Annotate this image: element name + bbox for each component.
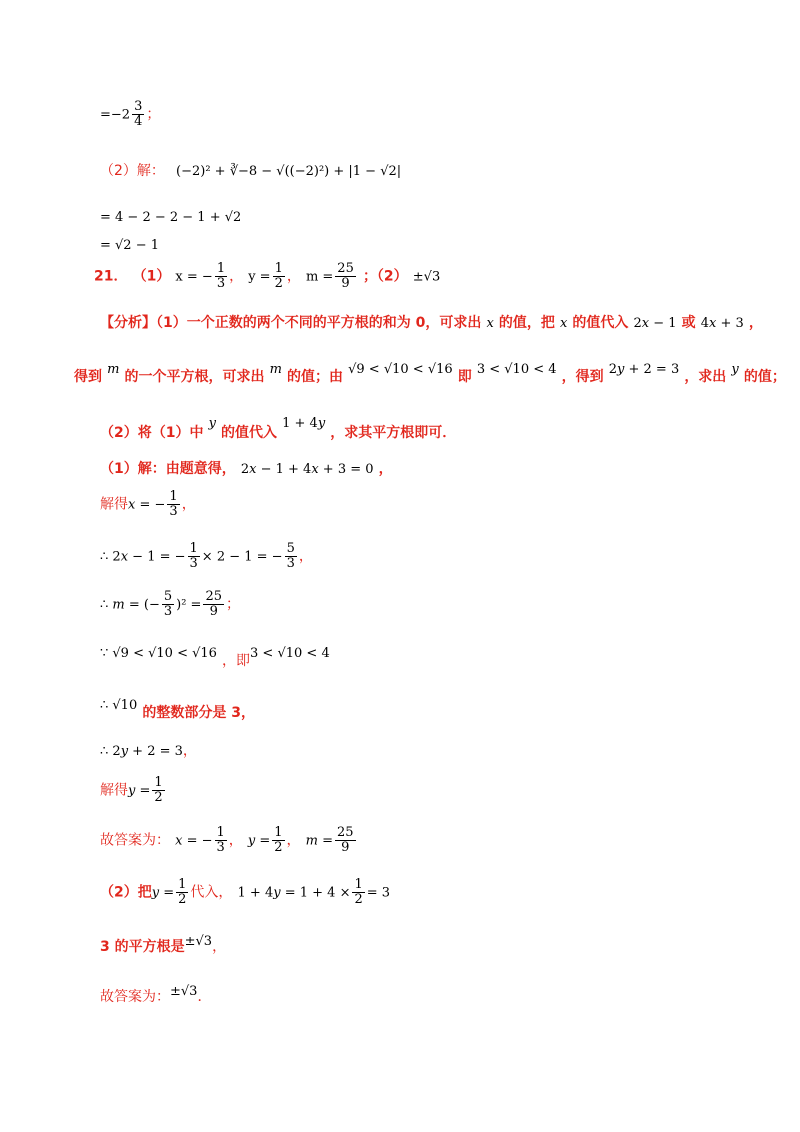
solution-line-1: （1）解：由题意得， 2x − 1 + 4x + 3 = 0 ， — [100, 461, 393, 477]
solution-text: （2）把 — [100, 884, 152, 901]
solution-text: 解得 — [100, 782, 128, 799]
punctuation: ； — [146, 106, 161, 123]
solution-text: （1）解：由题意得， — [100, 461, 236, 477]
fraction — [215, 262, 227, 290]
analysis-text: 或 — [681, 315, 696, 331]
analysis-text: 的值代入 — [572, 315, 629, 331]
math-expr: 3 < √10 < 4 — [250, 646, 330, 661]
solution-line-4: ∴ m = (− $\frac{5}{3}$ )² = $\frac{25}{9}$ ； — [100, 589, 240, 619]
question-number: 21． — [94, 268, 128, 285]
answer-21: 21． （1） x = − $\frac{1}{3}$ ， y = $\frac{1}{2}$ ， m = $\frac{25}{9}$ ；（2） ±√3 — [94, 261, 441, 291]
math-expr: y = — [248, 269, 271, 285]
fraction — [132, 100, 144, 128]
analysis-line-2: 得到 $^m$ 的一个平方根，可求出 $^m$ 的值；由 $^{√9 < √10 < √16}$ 即 $^{3 < √10 < 4}$ ，得到 $^{2y + 2 = 3}$ ，求出 $^y$ 的值； — [74, 362, 786, 385]
solution-text: 解得 — [100, 496, 128, 513]
numerator: 1 — [274, 261, 283, 276]
root-line — [100, 934, 800, 956]
math-expr: ∴ √10 — [100, 698, 138, 713]
solution-line-2: 解得x = − $\frac{1}{3}$ ， — [100, 489, 196, 519]
math-expr: = 4 − 2 − 2 − 1 + √2 — [100, 210, 242, 225]
analysis-text: 得到 — [74, 369, 102, 385]
numerator: 3 — [134, 99, 143, 114]
solution-line-6 — [100, 694, 800, 722]
math-expr: ±√3 — [184, 934, 213, 949]
part-label: ；（2） — [362, 268, 408, 285]
punctuation: ， — [212, 939, 227, 955]
analysis-text: 的值； — [743, 369, 786, 385]
analysis-text: 即 — [457, 369, 472, 385]
answer-line-1: 故答案为： x = − $\frac{1}{3}$ ， y = $\frac{1}{2}$ ， m = $\frac{25}{9}$ — [100, 825, 354, 855]
analysis-text: 的值；由 — [287, 369, 344, 385]
solution-text: 3 的平方根是 — [100, 939, 185, 955]
part2-line: （2）把y = $\frac{1}{2}$ 代入， 1 + 4y = 1 + 4 × $\frac{1}{2}$ = 3 — [100, 877, 391, 907]
part2-solution-line — [100, 160, 800, 180]
numerator: 1 — [216, 261, 226, 276]
math-expr: = 3 — [366, 885, 391, 901]
math-expr: =−2 — [100, 107, 131, 123]
part-label: （2）解： — [100, 163, 165, 179]
solution-text: ， — [378, 461, 393, 477]
solution-line-3: ∴ 2x − 1 = − $\frac{1}{3}$ × 2 − 1 = − $\frac{5}{3}$ ， — [100, 541, 313, 571]
analysis-text: ，求出 — [684, 369, 727, 385]
analysis-text: 的值代入 — [221, 425, 278, 441]
denominator: 3 — [216, 275, 226, 291]
analysis-text: ，求其平方根即可． — [330, 425, 457, 441]
denominator: 9 — [341, 275, 350, 291]
math-expr: x = − — [175, 269, 213, 285]
solution-text: ，即 — [222, 653, 251, 669]
analysis-text: 的一个平方根，可求出 — [124, 369, 265, 385]
math-expr: ∵ √9 < √10 < √16 — [100, 646, 217, 661]
math-expr: m = — [305, 269, 334, 285]
calc-line-3 — [100, 206, 800, 225]
math-expr: ±√3 — [412, 269, 441, 285]
numerator: 25 — [337, 261, 354, 276]
analysis-text: ， — [748, 315, 763, 331]
fraction — [273, 262, 285, 290]
analysis-text: ，得到 — [561, 369, 604, 385]
solution-line-5 — [100, 642, 800, 670]
analysis-text: （2）将（1）中 — [100, 425, 204, 441]
math-expr: ±√3 — [170, 984, 198, 999]
answer-label: 故答案为： — [100, 832, 170, 849]
analysis-line-1: 【分析】（1）一个正数的两个不同的平方根的和为 0，可求出 x 的值，把 x 的值代入 2x − 1 或 4x + 3 ， — [100, 315, 763, 331]
solution-text: 代入， — [190, 884, 233, 901]
fraction — [335, 262, 356, 290]
analysis-text: 的值，把 — [498, 315, 555, 331]
analysis-text: 【分析】（1）一个正数的两个不同的平方根的和为 0，可求出 — [100, 315, 482, 331]
denominator: 2 — [274, 275, 283, 291]
calc-line-4 — [100, 234, 800, 253]
punctuation: ． — [197, 989, 212, 1005]
analysis-line-3: （2）将（1）中 $^y$ 的值代入 $^{1 + 4y}$ ，求其平方根即可． — [100, 416, 457, 441]
math-expr: = √2 − 1 — [100, 238, 160, 253]
solution-line-8: 解得y = $\frac{1}{2}$ — [100, 775, 163, 805]
answer-line-2 — [100, 984, 800, 1006]
result-line-1 — [100, 100, 800, 128]
denominator: 4 — [134, 113, 143, 129]
solution-line-7: ∴ 2y + 2 = 3， — [100, 743, 197, 759]
answer-label: 故答案为： — [100, 989, 170, 1005]
part-label: （1） — [132, 268, 171, 285]
solution-text: 的整数部分是 3， — [142, 705, 255, 721]
math-expr: (−2)² + ∛−8 − √((−2)²) + |1 − √2| — [176, 164, 402, 179]
